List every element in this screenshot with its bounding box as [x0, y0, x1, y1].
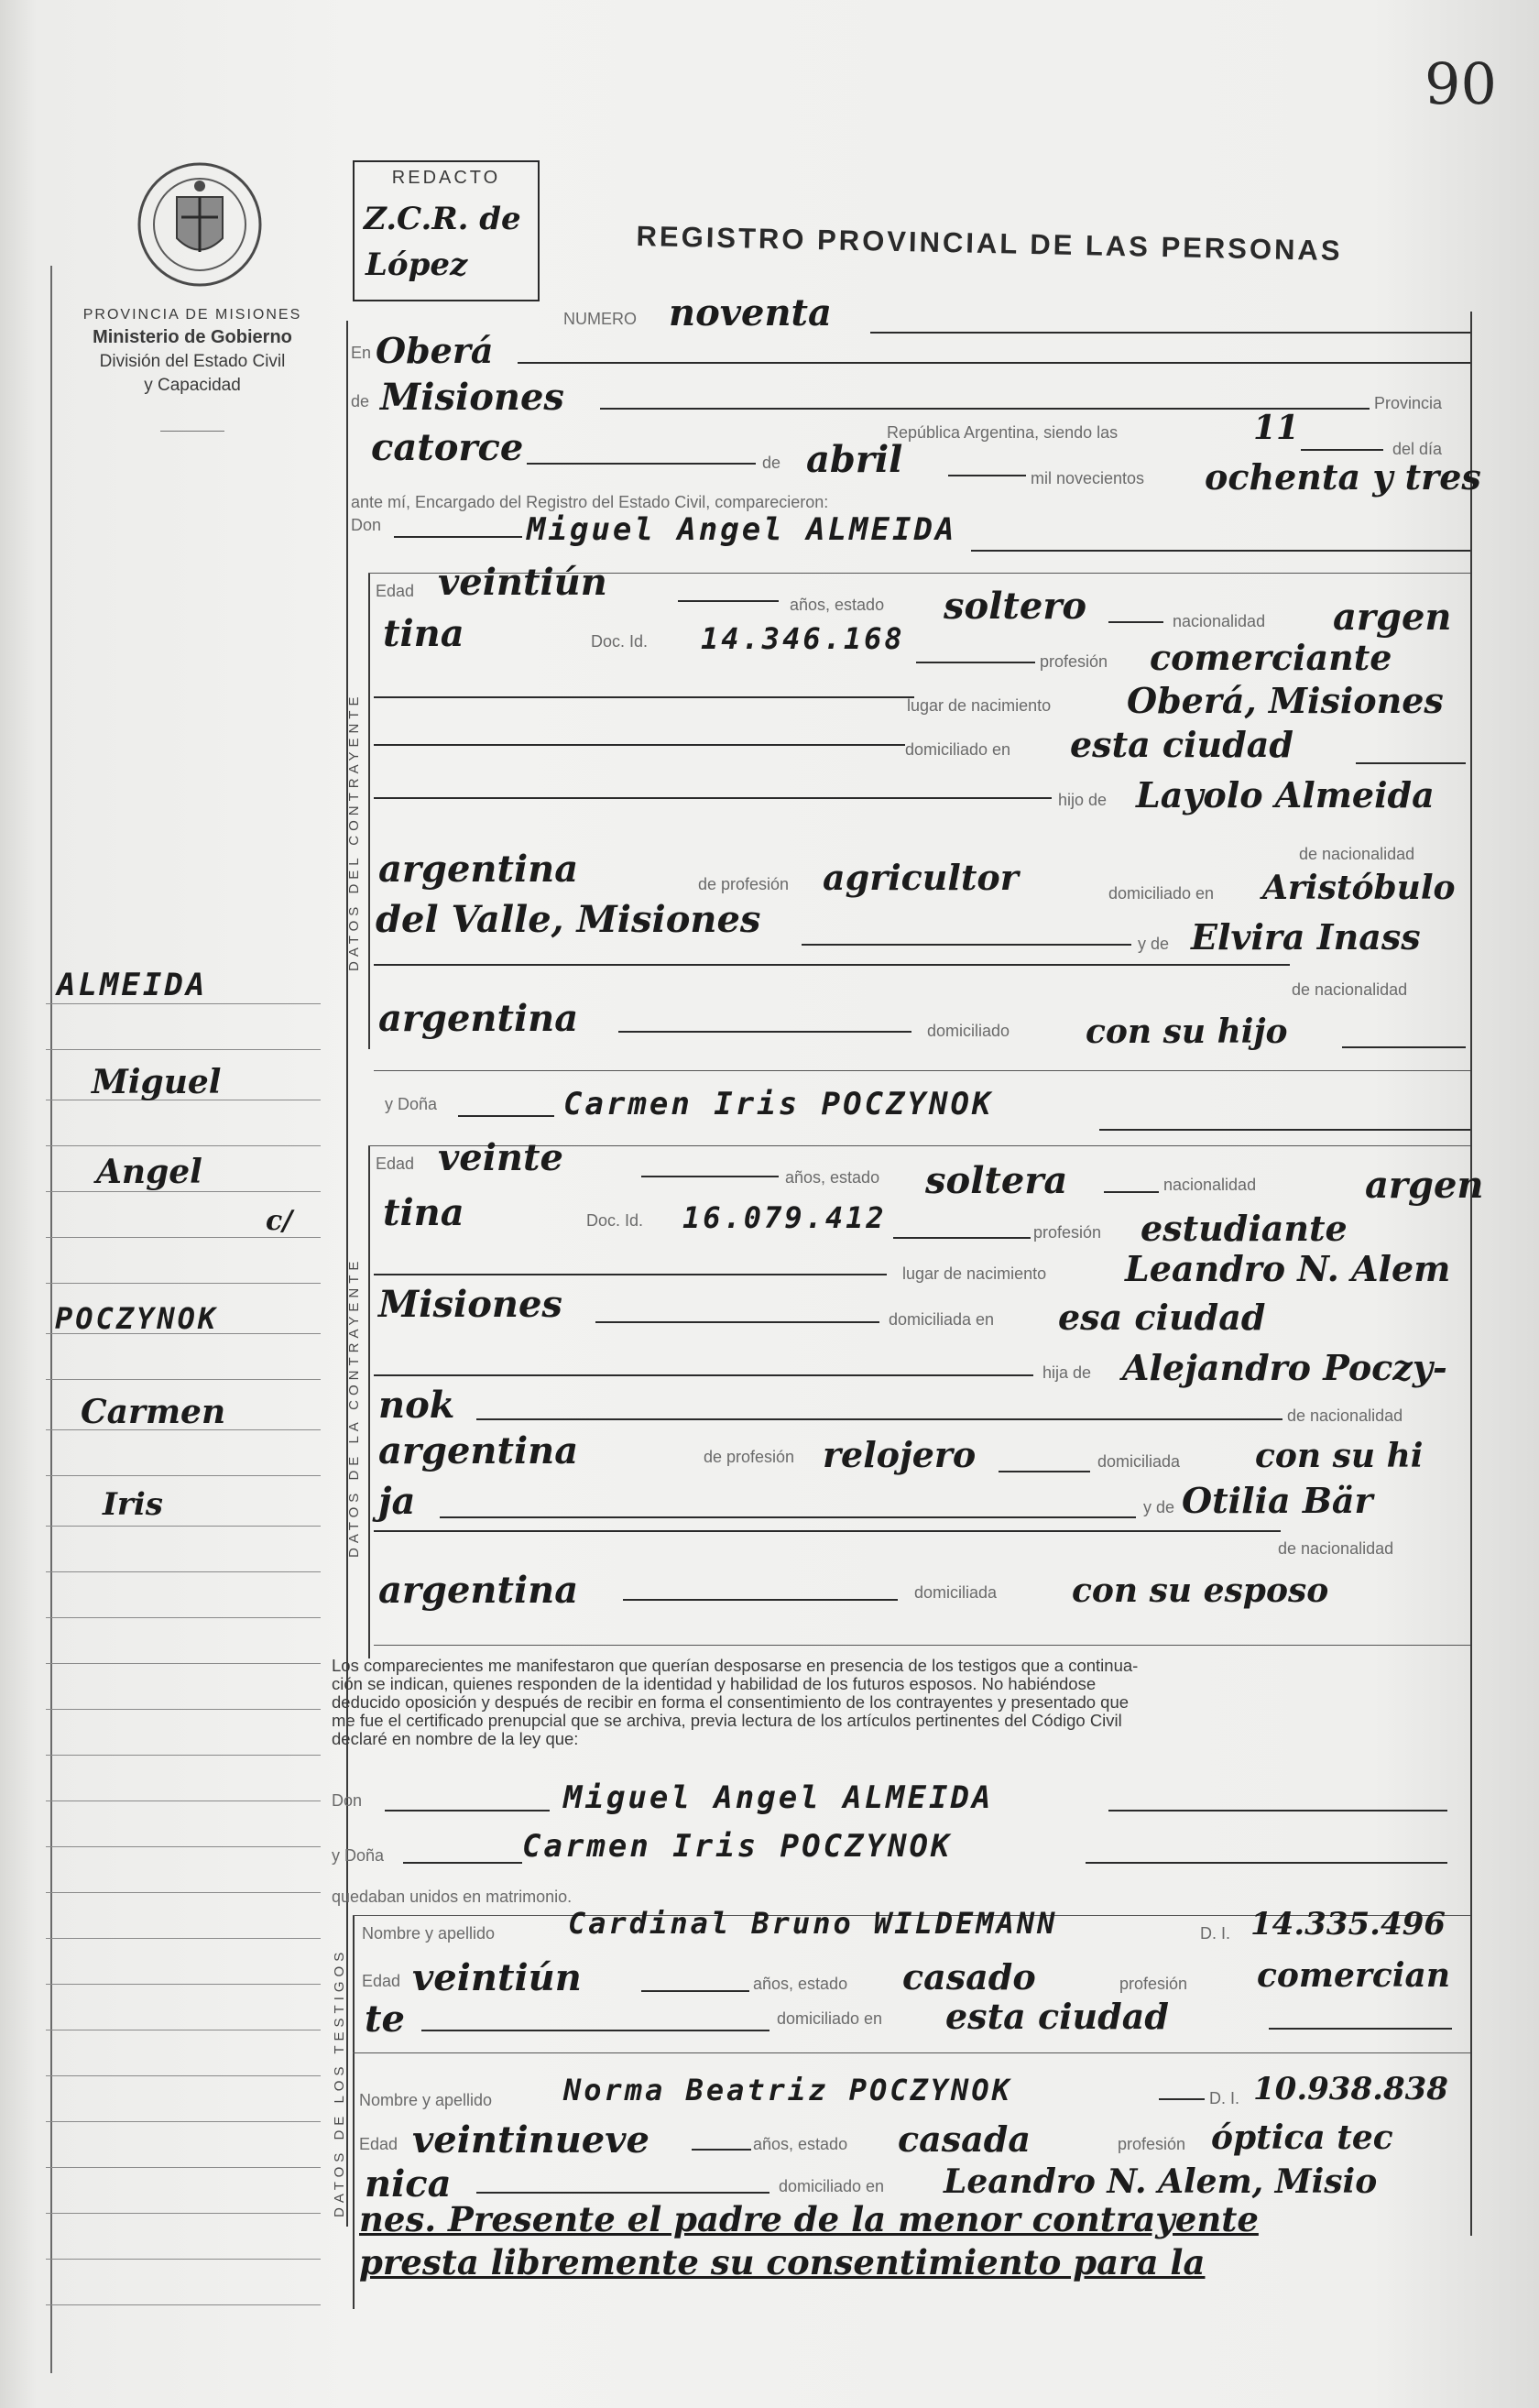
decl-dona-value: Carmen Iris POCZYNOK — [522, 1828, 953, 1865]
provincia-label: Provincia — [1374, 394, 1443, 412]
anios-label: años, estado — [790, 596, 885, 614]
redacto-line1: Z.C.R. de — [364, 201, 521, 237]
t2-edad: veintinueve — [412, 2118, 649, 2162]
margin-name2: Angel — [96, 1153, 202, 1191]
t2-nombre: Norma Beatriz POCZYNOK — [563, 2073, 1012, 2107]
nacionalidad-label: nacionalidad — [1173, 612, 1266, 630]
nota-line2: presta libremente su consentimiento para la — [359, 2242, 1206, 2282]
madre-f-domicilio: con su esposo — [1072, 1571, 1329, 1610]
anios-f-label: años, estado — [785, 1168, 880, 1187]
document-title: REGISTRO PROVINCIAL DE LAS PERSONAS — [636, 220, 1343, 268]
declaracion-text — [332, 1657, 1458, 1748]
en-value: Oberá — [376, 330, 494, 371]
doc-label: Doc. Id. — [591, 632, 649, 651]
declaracion-line: deducido oposición y después de recibir en forma el consentimiento de los contrayentes y presentado que — [332, 1692, 1130, 1712]
padre-domicilio1: Aristóbulo — [1262, 869, 1456, 907]
t1-dom-label: domiciliado en — [777, 2009, 883, 2028]
t1-prof1: comercian — [1257, 1956, 1450, 1995]
contrayente-f-lugar2: Misiones — [378, 1283, 562, 1326]
margin-name3: Carmen — [81, 1393, 226, 1431]
division-label: División del Estado Civil — [99, 352, 286, 371]
edad-f-label: Edad — [376, 1155, 415, 1173]
contrayente-nac1: argen — [1333, 596, 1452, 639]
t1-edad-label: Edad — [362, 1972, 401, 1990]
nacionalidad-f-label: nacionalidad — [1163, 1176, 1257, 1194]
de-prof-label: de profesión — [698, 875, 790, 893]
dia-value: catorce — [371, 426, 524, 469]
contrayente-f-padre2: nok — [378, 1384, 455, 1427]
madre-dom-label: domiciliado — [927, 1022, 1010, 1040]
province-label: PROVINCIA DE MISIONES — [82, 307, 302, 323]
madre-f-nacionalidad: argentina — [378, 1569, 579, 1612]
redacto-box — [353, 160, 540, 301]
de-value: Misiones — [380, 376, 564, 419]
contrayente-domicilio: esta ciudad — [1070, 724, 1293, 765]
en-label: En — [351, 344, 372, 362]
contrayente-madre: Elvira Inass — [1191, 916, 1421, 958]
y-de-label: y de — [1138, 935, 1170, 953]
decl-dona-label: y Doña — [332, 1846, 385, 1865]
t1-prof-label: profesión — [1119, 1975, 1188, 1993]
contrayente-lugar: Oberá, Misiones — [1127, 680, 1444, 721]
madre-domicilio: con su hijo — [1086, 1012, 1288, 1051]
t2-prof-label: profesión — [1118, 2135, 1186, 2153]
mes-value: abril — [806, 438, 903, 481]
t2-domicilio: Leandro N. Alem, Misio — [944, 2162, 1378, 2201]
t2-prof1: óptica tec — [1211, 2118, 1393, 2157]
contrayente-f-section-label: DATOS DE LA CONTRAYENTE — [346, 1256, 362, 1558]
margin-surname2: POCZYNOK — [55, 1301, 219, 1336]
profesion-label: profesión — [1040, 652, 1108, 671]
contrayente-f-madre: Otilia Bär — [1182, 1480, 1373, 1521]
t1-estado: casado — [902, 1956, 1036, 1998]
margin-surname: ALMEIDA — [57, 967, 208, 1003]
t2-estado: casada — [898, 2118, 1031, 2160]
declaracion-line: declaré en nombre de la ley que: — [332, 1729, 579, 1748]
numero-value: noventa — [669, 291, 832, 334]
edad-label: Edad — [376, 582, 415, 600]
t2-di-label: D. I. — [1209, 2089, 1240, 2107]
don-label: Don — [351, 516, 382, 534]
contrayente-f-nac1: argen — [1365, 1164, 1484, 1207]
hora-value: 11 — [1253, 409, 1300, 447]
y-de-f-label: y de — [1143, 1498, 1175, 1516]
contrayente-section-label: DATOS DEL CONTRAYENTE — [346, 692, 362, 971]
declaracion-line: ción se indican, quienes responden de la identidad y habilidad de los futuros esposos. No habiéndose — [332, 1674, 1097, 1693]
madre-nac-label: de nacionalidad — [1292, 980, 1408, 999]
de-nac-f-label: de nacionalidad — [1287, 1406, 1403, 1425]
t1-di-label: D. I. — [1200, 1924, 1231, 1943]
mil-label: mil novecientos — [1031, 469, 1145, 487]
madre-nac-f-label: de nacionalidad — [1278, 1539, 1394, 1558]
contrayente-f-padre1: Alejandro Poczy- — [1122, 1347, 1447, 1388]
domicilio-f-label: domiciliada en — [889, 1310, 995, 1329]
hijo-label: hijo de — [1058, 791, 1108, 809]
numero-label: NUMERO — [563, 310, 637, 328]
t2-prof2: nica — [365, 2162, 452, 2206]
del-dia-label: del día — [1392, 440, 1443, 458]
profesion-f-label: profesión — [1033, 1223, 1102, 1242]
contrayente-f-domicilio: esa ciudad — [1058, 1297, 1266, 1338]
t1-nombre: Cardinal Bruno WILDEMANN — [568, 1906, 1058, 1941]
de-prof-f-label: de profesión — [704, 1448, 795, 1466]
padre-profesion: agricultor — [823, 857, 1019, 898]
padre-nacionalidad: argentina — [378, 848, 579, 891]
doc-f-label: Doc. Id. — [586, 1211, 644, 1230]
coat-of-arms-icon — [136, 160, 264, 289]
t2-nombre-label: Nombre y apellido — [359, 2091, 493, 2109]
contrayente-f-lugar1: Leandro N. Alem — [1125, 1248, 1451, 1289]
declaracion-line: me fue el certificado prenupcial que se archiva, previa lectura de los artículos pertinentes del Código Civil — [332, 1711, 1122, 1730]
page-number: 90 — [1424, 50, 1497, 117]
padre-dom-f-label: domiciliada — [1097, 1452, 1181, 1471]
padre-f-domicilio2: ja — [378, 1480, 416, 1523]
domicilio-label: domiciliado en — [905, 740, 1011, 759]
t1-di: 14.335.496 — [1250, 1906, 1446, 1943]
contrayente-f-edad: veinte — [438, 1136, 563, 1179]
t1-domicilio: esta ciudad — [945, 1996, 1169, 2037]
t1-prof2: te — [365, 1998, 405, 2041]
capacidad-label: y Capacidad — [144, 376, 241, 395]
padre-dom-label: domiciliado en — [1108, 884, 1215, 903]
margin-con: c/ — [266, 1205, 293, 1237]
declaracion-line: Los comparecientes me manifestaron que querían desposarse en presencia de los testigos que a continua- — [332, 1656, 1139, 1675]
padre-f-domicilio1: con su hi — [1255, 1437, 1424, 1475]
redacto-label: REDACTO — [391, 168, 501, 188]
seal-emblem — [136, 160, 264, 289]
unidos-text: quedaban unidos en matrimonio. — [332, 1888, 573, 1906]
decl-don-label: Don — [332, 1791, 363, 1810]
decl-don-value: Miguel Angel ALMEIDA — [563, 1779, 994, 1816]
ministry-label: Ministerio de Gobierno — [93, 327, 292, 347]
contrayente-f-nac2: tina — [383, 1191, 464, 1234]
contrayente-f-estado: soltera — [925, 1159, 1068, 1202]
de-nac-label: de nacionalidad — [1299, 845, 1415, 863]
contrayente-f-nombre: Carmen Iris POCZYNOK — [563, 1086, 994, 1122]
de-label: de — [351, 392, 370, 410]
de-mes-label: de — [762, 454, 781, 472]
nota-line1: nes. Presente el padre de la menor contrayente — [359, 2199, 1259, 2239]
t1-edad: veintiún — [412, 1956, 582, 1999]
madre-nacionalidad: argentina — [378, 997, 579, 1040]
t2-anios-label: años, estado — [753, 2135, 848, 2153]
contrayente-f-profesion: estudiante — [1141, 1208, 1348, 1249]
republica-label: República Argentina, siendo las — [887, 423, 1119, 442]
margin-name4: Iris — [103, 1486, 163, 1523]
contrayente-nac2: tina — [383, 612, 464, 655]
t2-edad-label: Edad — [359, 2135, 398, 2153]
contrayente-nombre: Miguel Angel ALMEIDA — [527, 511, 957, 548]
testigos-section-label: DATOS DE LOS TESTIGOS — [332, 1947, 347, 2217]
t1-anios-label: años, estado — [753, 1975, 848, 1993]
margin-name1: Miguel — [92, 1063, 222, 1101]
contrayente-padre: Layolo Almeida — [1136, 774, 1435, 815]
contrayente-profesion: comerciante — [1150, 637, 1392, 678]
contrayente-doc: 14.346.168 — [701, 621, 905, 656]
padre-f-nacionalidad: argentina — [378, 1429, 579, 1472]
contrayente-estado: soltero — [944, 585, 1087, 628]
t2-dom-label: domiciliado en — [779, 2177, 885, 2195]
hija-label: hija de — [1042, 1363, 1092, 1382]
padre-domicilio2: del Valle, Misiones — [376, 898, 761, 941]
contrayente-edad: veintiún — [438, 561, 607, 604]
t2-di: 10.938.838 — [1253, 2071, 1448, 2107]
ante-text: ante mí, Encargado del Registro del Estado Civil, comparecieron: — [351, 493, 829, 511]
anio-value: ochenta y tres — [1205, 456, 1481, 498]
lugar-f-label: lugar de nacimiento — [902, 1264, 1047, 1283]
padre-f-profesion: relojero — [823, 1434, 977, 1475]
lugar-label: lugar de nacimiento — [907, 696, 1052, 715]
madre-dom-f-label: domiciliada — [914, 1583, 998, 1602]
dona-label: y Doña — [385, 1095, 438, 1113]
contrayente-f-doc: 16.079.412 — [682, 1200, 887, 1235]
redacto-line2: López — [366, 246, 468, 283]
t1-nombre-label: Nombre y apellido — [362, 1924, 496, 1943]
